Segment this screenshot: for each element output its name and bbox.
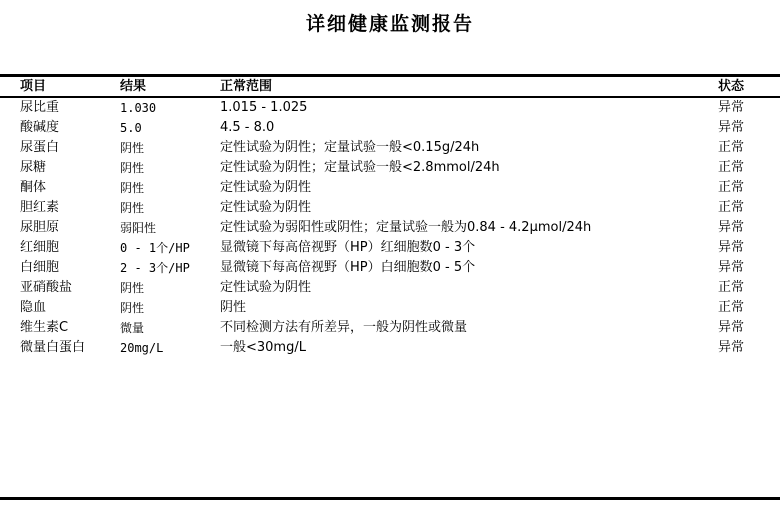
cell-status: 异常 [718, 320, 745, 335]
cell-item: 维生素C [20, 320, 69, 335]
table-row [0, 118, 780, 138]
table-bottom-rule [0, 497, 780, 500]
cell-status: 异常 [718, 340, 745, 355]
cell-status: 正常 [718, 140, 745, 155]
cell-status: 正常 [718, 300, 745, 315]
cell-item: 隐血 [20, 300, 47, 315]
cell-range: 阴性 [220, 300, 247, 315]
cell-range: 一般<30mg/L [220, 340, 306, 355]
cell-range: 定性试验为阴性；定量试验一般<2.8mmol/24h [220, 160, 500, 175]
cell-status: 异常 [718, 240, 745, 255]
column-header-item: 项目 [20, 79, 47, 94]
table-row [0, 178, 780, 198]
cell-item: 尿胆原 [20, 220, 60, 235]
cell-status: 正常 [718, 280, 745, 295]
cell-item: 亚硝酸盐 [20, 280, 73, 295]
cell-result: 阴性 [120, 181, 145, 195]
cell-range: 定性试验为阴性 [220, 180, 312, 195]
cell-result: 弱阳性 [120, 221, 157, 235]
cell-status: 异常 [718, 120, 745, 135]
table-header-row [0, 77, 780, 98]
table-row [0, 138, 780, 158]
column-header-status: 状态 [718, 79, 745, 94]
cell-result: 2 - 3个/HP [120, 261, 190, 275]
cell-result: 1.030 [120, 101, 157, 115]
table-row [0, 98, 780, 118]
column-header-result: 结果 [120, 79, 147, 94]
cell-result: 阴性 [120, 201, 145, 215]
cell-result: 5.0 [120, 121, 142, 135]
cell-result: 阴性 [120, 141, 145, 155]
cell-status: 异常 [718, 260, 745, 275]
report-title: 详细健康监测报告 [305, 13, 474, 35]
cell-range: 不同检测方法有所差异，一般为阴性或微量 [220, 320, 468, 335]
cell-range: 定性试验为弱阳性或阴性；定量试验一般为0.84 - 4.2μmol/24h [220, 220, 592, 235]
report-table [0, 74, 780, 358]
table-row [0, 198, 780, 218]
cell-item: 白细胞 [20, 260, 60, 275]
table-row [0, 238, 780, 258]
cell-range: 1.015 - 1.025 [220, 100, 308, 115]
cell-result: 0 - 1个/HP [120, 241, 190, 255]
cell-range: 显微镜下每高倍视野（HP）红细胞数0 - 3个 [220, 240, 476, 255]
table-row [0, 278, 780, 298]
cell-result: 阴性 [120, 301, 145, 315]
cell-status: 异常 [718, 220, 745, 235]
cell-status: 正常 [718, 180, 745, 195]
cell-range: 显微镜下每高倍视野（HP）白细胞数0 - 5个 [220, 260, 476, 275]
table-row [0, 338, 780, 358]
table-body [0, 98, 780, 358]
cell-item: 微量白蛋白 [20, 340, 86, 355]
table-row [0, 298, 780, 318]
cell-item: 红细胞 [20, 240, 60, 255]
cell-result: 微量 [120, 321, 145, 335]
cell-range: 定性试验为阴性 [220, 200, 312, 215]
cell-result: 20mg/L [120, 341, 164, 355]
table-row [0, 258, 780, 278]
cell-range: 4.5 - 8.0 [220, 120, 275, 135]
column-header-range: 正常范围 [220, 79, 273, 94]
cell-item: 酸碱度 [20, 120, 60, 135]
cell-item: 尿蛋白 [20, 140, 60, 155]
cell-range: 定性试验为阴性；定量试验一般<0.15g/24h [220, 140, 480, 155]
cell-status: 异常 [718, 100, 745, 115]
cell-item: 胆红素 [20, 200, 60, 215]
table-row [0, 158, 780, 178]
cell-result: 阴性 [120, 161, 145, 175]
table-row [0, 218, 780, 238]
cell-status: 正常 [718, 160, 745, 175]
cell-status: 正常 [718, 200, 745, 215]
cell-item: 尿比重 [20, 100, 60, 115]
table-row [0, 318, 780, 338]
cell-item: 尿糖 [20, 160, 47, 175]
cell-result: 阴性 [120, 281, 145, 295]
cell-range: 定性试验为阴性 [220, 280, 312, 295]
cell-item: 酮体 [20, 180, 47, 195]
